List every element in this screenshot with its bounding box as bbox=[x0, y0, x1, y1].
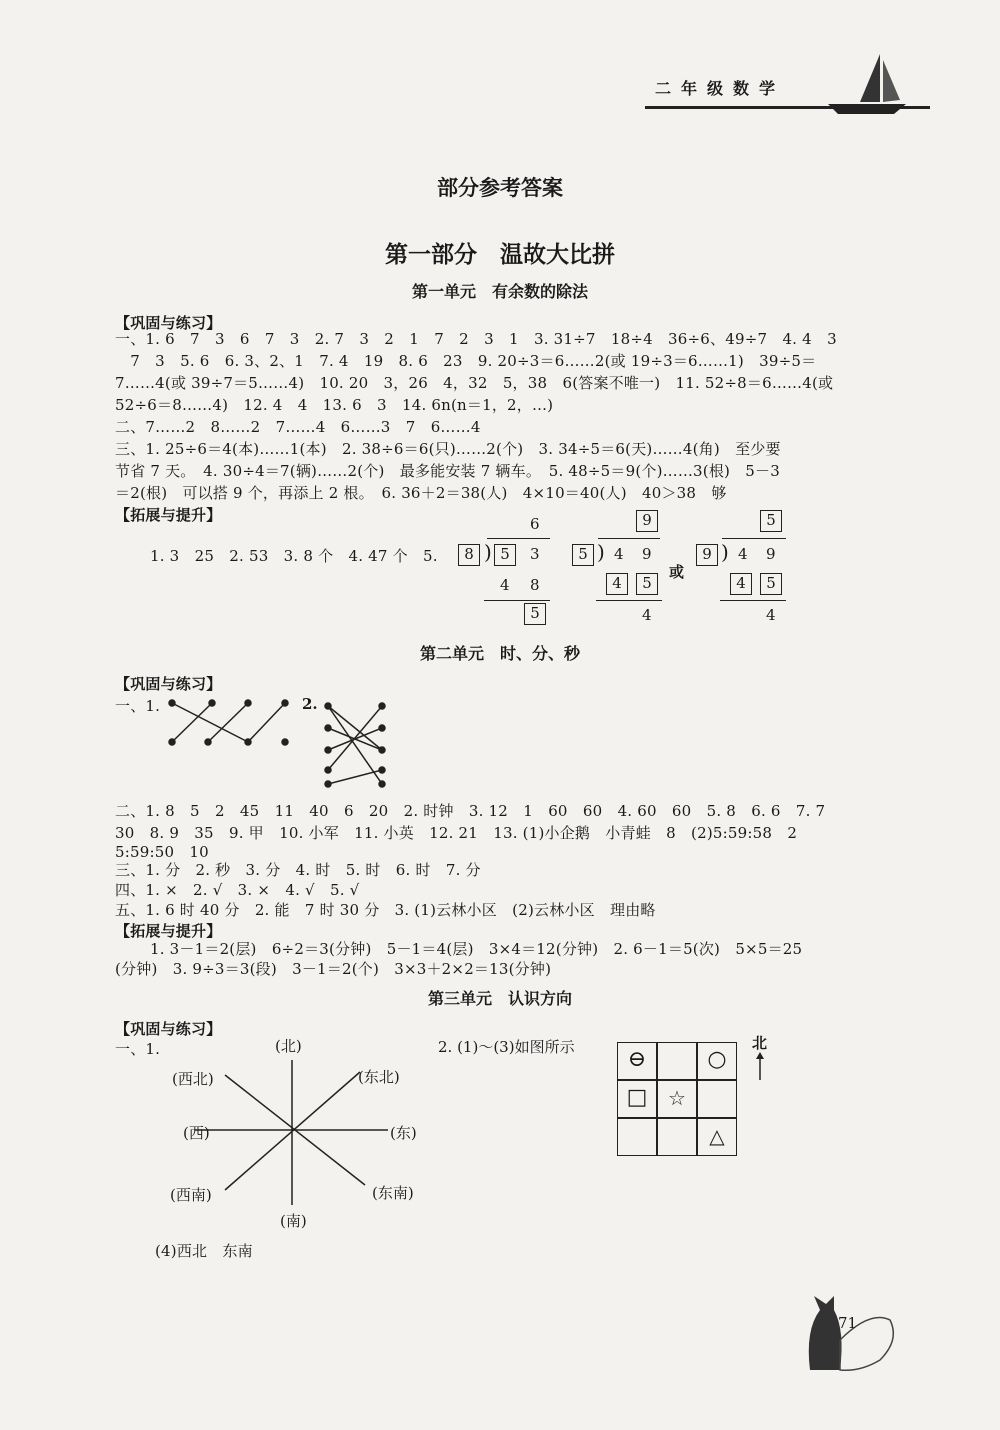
divisor-box: 9 bbox=[696, 544, 718, 566]
grid-cell: △ bbox=[697, 1118, 737, 1156]
direction-southwest: (西南) bbox=[170, 1186, 212, 1204]
unit3-title: 第三单元 认识方向 bbox=[427, 989, 572, 1008]
unit2-line: 30 8. 9 35 9. 甲 10. 小军 11. 小英 12. 21 13. (1)小企鹅 小青蛙 8 (2)5:59:58 2 bbox=[115, 824, 798, 842]
quotient-box: 5 bbox=[760, 510, 782, 532]
divisor-box: 8 bbox=[458, 544, 480, 566]
subtraction-bar bbox=[484, 600, 550, 601]
unit3-practice-label: 【巩固与练习】 bbox=[115, 1020, 222, 1038]
matching-diagram-2 bbox=[318, 698, 393, 793]
unit1-title: 第一单元 有余数的除法 bbox=[411, 282, 588, 301]
dividend-digit: 9 bbox=[642, 545, 652, 563]
dividend-digit: 4 bbox=[738, 545, 748, 563]
product-box: 5 bbox=[760, 573, 782, 595]
unit2-line: 二、1. 8 5 2 45 11 40 6 20 2. 时钟 3. 12 1 60 60 4. 60 60 5. 8 6. 6 7. 7 bbox=[115, 802, 826, 820]
part-title: 第一部分 温故大比拼 bbox=[385, 241, 615, 268]
unit2-line: 五、1. 6 时 40 分 2. 能 7 时 30 分 3. (1)云林小区 (2)云林小区 理由略 bbox=[115, 901, 656, 919]
direction-east: (东) bbox=[390, 1124, 417, 1142]
division-bracket: ) bbox=[597, 540, 605, 564]
product-box: 4 bbox=[606, 573, 628, 595]
unit1-line: 节省 7 天。 4. 30÷4＝7(辆)……2(个) 最多能安装 7 辆车。 5. 48÷5＝9(个)……3(根) 5－3 bbox=[115, 462, 780, 480]
division-bracket: ) bbox=[484, 540, 492, 564]
unit1-practice-label: 【巩固与练习】 bbox=[115, 314, 222, 332]
subtraction-bar bbox=[596, 600, 662, 601]
direction-south: (南) bbox=[280, 1212, 307, 1230]
unit2-practice-label: 【巩固与练习】 bbox=[115, 675, 222, 693]
unit1-line: 7 3 5. 6 6. 3、2、1 7. 4 19 8. 6 23 9. 20÷3＝6……2(或 19÷3＝6……1) 39÷5＝ bbox=[115, 352, 817, 370]
quotient-box: 9 bbox=[636, 510, 658, 532]
direction-west: (西) bbox=[183, 1124, 210, 1142]
north-arrow-icon bbox=[755, 1052, 765, 1080]
grid-cell bbox=[657, 1118, 697, 1156]
unit2-extend-line: (分钟) 3. 9÷3＝3(段) 3－1＝2(个) 3×3＋2×2＝13(分钟) bbox=[115, 960, 552, 978]
or-label: 或 bbox=[669, 563, 685, 581]
division-bar bbox=[722, 538, 786, 539]
unit1-extend-label: 【拓展与提升】 bbox=[115, 506, 222, 524]
dividend-digit: 3 bbox=[530, 545, 540, 563]
product-box: 4 bbox=[730, 573, 752, 595]
unit2-extend-label: 【拓展与提升】 bbox=[115, 922, 222, 940]
unit1-line: 7……4(或 39÷7＝5……4) 10. 20 3，26 4，32 5，38 6(答案不唯一) 11. 52÷8＝6……4(或 bbox=[115, 374, 834, 392]
direction-southeast: (东南) bbox=[372, 1184, 414, 1202]
unit1-line: ＝2(根) 可以搭 9 个，再添上 2 根。 6. 36＋2＝38(人) 4×10＝40(人) 40＞38 够 bbox=[115, 484, 727, 502]
product-digit: 4 bbox=[500, 576, 510, 594]
matching-diagram-1 bbox=[160, 695, 300, 750]
dividend-digit: 4 bbox=[614, 545, 624, 563]
page-number: 71 bbox=[838, 1314, 858, 1332]
unit2-line: 5:59:50 10 bbox=[115, 843, 209, 861]
remainder-digit: 4 bbox=[642, 606, 652, 624]
grid-cell: □ bbox=[617, 1080, 657, 1118]
subtraction-bar bbox=[720, 600, 786, 601]
unit1-line: 二、7……2 8……2 7……4 6……3 7 6……4 bbox=[115, 418, 481, 436]
remainder-digit: 4 bbox=[766, 606, 776, 624]
grid-cell: ○ bbox=[697, 1042, 737, 1080]
product-box: 5 bbox=[636, 573, 658, 595]
unit2-q2-label: 2. bbox=[302, 695, 318, 713]
unit2-line: 三、1. 分 2. 秒 3. 分 4. 时 5. 时 6. 时 7. 分 bbox=[115, 861, 481, 879]
unit1-line: 一、1. 6 7 3 6 7 3 2. 7 3 2 1 7 2 3 1 3. 31÷7 18÷4 36÷6、49÷7 4. 4 3 bbox=[115, 330, 837, 348]
unit1-line: 三、1. 25÷6＝4(本)……1(本) 2. 38÷6＝6(只)……2(个) 3. 34÷5＝6(天)……4(角) 至少要 bbox=[115, 440, 781, 458]
grid-cell bbox=[617, 1118, 657, 1156]
direction-northwest: (西北) bbox=[172, 1070, 214, 1088]
division-bar bbox=[598, 538, 660, 539]
division-bar bbox=[487, 538, 550, 539]
unit3-q4-answer: (4)西北 东南 bbox=[155, 1242, 253, 1260]
header-grade-label: 二年级数学 bbox=[655, 79, 786, 98]
north-label: 北 bbox=[752, 1034, 768, 1052]
grid-cell: ⊖ bbox=[617, 1042, 657, 1080]
unit2-extend-line: 1. 3－1＝2(层) 6÷2＝3(分钟) 5－1＝4(层) 3×4＝12(分钟) 2. 6－1＝5(次) 5×5＝25 bbox=[150, 940, 803, 958]
quotient: 6 bbox=[530, 515, 540, 533]
unit3-q2-label: 2. (1)～(3)如图所示 bbox=[438, 1038, 575, 1056]
remainder-box: 5 bbox=[524, 603, 546, 625]
direction-north: (北) bbox=[275, 1037, 302, 1055]
unit2-q1-label: 一、1. bbox=[115, 697, 161, 715]
page-title: 部分参考答案 bbox=[437, 175, 563, 200]
unit2-line: 四、1. × 2. √ 3. × 4. √ 5. √ bbox=[115, 881, 360, 899]
cat-decoration-icon bbox=[800, 1290, 910, 1380]
division-bracket: ) bbox=[721, 540, 729, 564]
unit3-q1-label: 一、1. bbox=[115, 1040, 161, 1058]
unit2-title: 第二单元 时、分、秒 bbox=[419, 644, 580, 663]
direction-northeast: (东北) bbox=[358, 1068, 400, 1086]
grid-cell bbox=[697, 1080, 737, 1118]
grid-cell bbox=[657, 1042, 697, 1080]
unit1-line: 52÷6＝8……4) 12. 4 4 13. 6 3 14. 6n(n＝1，2，…) bbox=[115, 396, 554, 414]
sailboat-icon bbox=[820, 52, 910, 116]
product-digit: 8 bbox=[530, 576, 540, 594]
dividend-box: 5 bbox=[494, 544, 516, 566]
dividend-digit: 9 bbox=[766, 545, 776, 563]
grid-cell: ☆ bbox=[657, 1080, 697, 1118]
unit1-extend-text: 1. 3 25 2. 53 3. 8 个 4. 47 个 5. bbox=[150, 547, 438, 565]
divisor-box: 5 bbox=[572, 544, 594, 566]
